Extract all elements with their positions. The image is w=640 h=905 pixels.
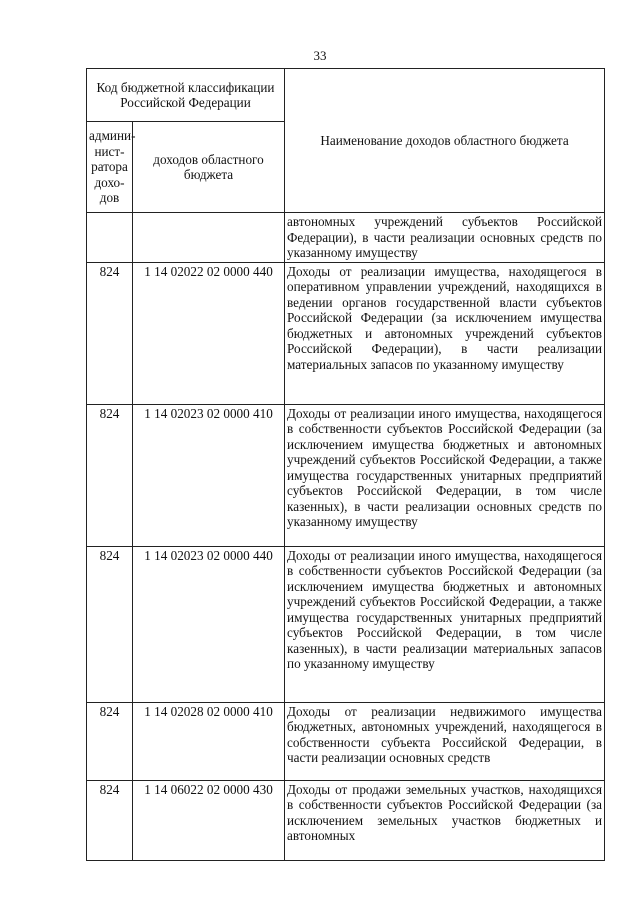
revenue-name-cell: [285, 546, 605, 702]
page-number: 33: [313, 48, 327, 63]
table-row: [87, 404, 605, 546]
administrator-code-cell: 824: [87, 780, 133, 860]
revenue-name-text: Доходы от реализации иного имущества, находящегося в собственности субъектов Российской Федерации (за исключением имущества бюджетных и автономных учреждений субъектов Российской Федерации, а также имущества государственных унитарных предприятий субъектов Российской Федерации, в том числе казенных), в части реализации основных средств по указанному имуществу: [287, 405, 603, 529]
administrator-code-cell: 824: [87, 546, 133, 702]
revenue-name-cell: [285, 780, 605, 860]
budget-code-cell: 1 14 02022 02 0000 440: [133, 262, 285, 404]
revenue-name-cell: [285, 702, 605, 780]
budget-code-cell: [133, 213, 285, 263]
table-row: [87, 702, 605, 780]
administrator-code-cell: 824: [87, 262, 133, 404]
revenue-name-text: Доходы от реализации недвижимого имущества бюджетных, автономных учреждений, находящегося в собственности субъекта Российской Федерации, в части реализации основных средств: [287, 703, 603, 765]
header-revenue-name: Наименование доходов областного бюджета: [285, 69, 605, 213]
revenue-classification-table: [86, 68, 605, 861]
header-budget-classification-code: Код бюджетной классификации Российской Федерации: [87, 69, 285, 122]
header-row-top: [87, 69, 605, 122]
administrator-code-cell: 824: [87, 702, 133, 780]
header-regional-budget-income: доходов областного бюджета: [133, 122, 285, 213]
budget-code-cell: 1 14 06022 02 0000 430: [133, 780, 285, 860]
revenue-name-cell: [285, 213, 605, 263]
budget-code-cell: 1 14 02023 02 0000 410: [133, 404, 285, 546]
table-row: [87, 213, 605, 263]
administrator-code-cell: [87, 213, 133, 263]
header-administrator: админи-нист-ратора дохо-дов: [87, 122, 133, 213]
revenue-name-text: Доходы от реализации иного имущества, находящегося в собственности субъектов Российской Федерации (за исключением имущества бюджетных и автономных учреждений субъектов Российской Федерации, а также имущества государственных унитарных предприятий субъектов Российской Федерации, в том числе казенных), в части реализации материальных запасов по указанному имуществу: [287, 547, 603, 671]
revenue-name-text: Доходы от продажи земельных участков, находящихся в собственности субъектов Российской Федерации (за исключением земельных участков бюджетных и автономных: [287, 781, 603, 843]
revenue-name-cell: [285, 404, 605, 546]
table-row: [87, 546, 605, 702]
budget-code-cell: 1 14 02023 02 0000 440: [133, 546, 285, 702]
revenue-name-cell: [285, 262, 605, 404]
administrator-code-cell: 824: [87, 404, 133, 546]
revenue-name-text: Доходы от реализации имущества, находящегося в оперативном управлении учреждений, находящихся в ведении органов государственной власти субъектов Российской Федерации (за исключением имущества бюджетных и автономных учреждений субъектов Российской Федерации), в части реализации материальных запасов по указанному имуществу: [287, 263, 603, 372]
table-row: [87, 262, 605, 404]
revenue-name-text: автономных учреждений субъектов Российской Федерации), в части реализации основных средств по указанному имуществу: [287, 214, 603, 260]
table-row: [87, 780, 605, 860]
budget-code-cell: 1 14 02028 02 0000 410: [133, 702, 285, 780]
